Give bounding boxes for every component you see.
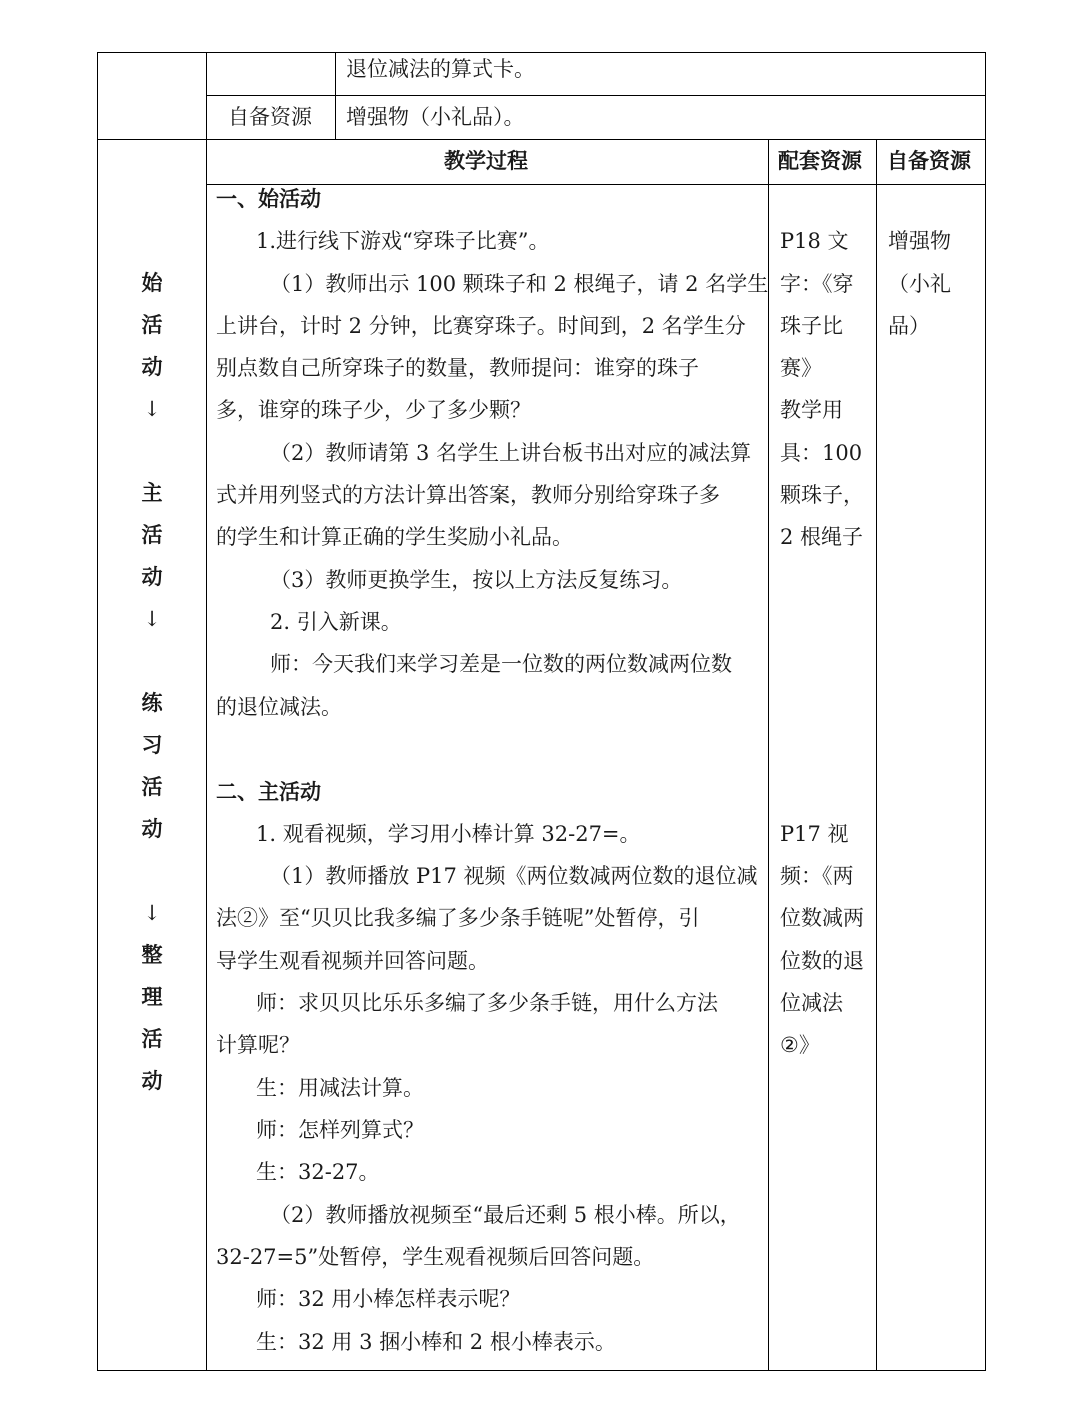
process-line: 法②》至“贝贝比我多编了多少条手链呢”处暂停，引 <box>216 906 700 930</box>
supporting-line: 赛》 <box>780 356 822 380</box>
supporting-line: 具：100 <box>780 441 863 465</box>
process-line: 1.进行线下游戏“穿珠子比赛”。 <box>256 229 550 253</box>
process-line: 式并用列竖式的方法计算出答案，教师分别给穿珠子多 <box>216 483 720 507</box>
stage-char: 主 <box>141 480 163 505</box>
grid-col4 <box>876 139 877 1371</box>
section-heading-main-activity: 二、主活动 <box>216 779 321 804</box>
supporting-line: 位数减两 <box>780 906 864 930</box>
stage-char: 习 <box>141 732 163 757</box>
supporting-line: P17 视 <box>780 822 849 846</box>
own-resource-line: 品） <box>888 314 930 338</box>
supporting-line: 珠子比 <box>780 314 843 338</box>
stage-char: 动 <box>141 564 163 589</box>
supporting-line: 教学用 <box>780 398 843 422</box>
process-line: 的退位减法。 <box>216 695 342 719</box>
supporting-line: 2 根绳子 <box>780 525 864 549</box>
grid-bottom <box>97 1370 986 1371</box>
header-own-resources: 自备资源 <box>887 148 971 173</box>
row1-text: 退位减法的算式卡。 <box>346 57 535 81</box>
process-line: 多，谁穿的珠子少，少了多少颗？ <box>216 398 531 422</box>
stage-char: 练 <box>141 690 163 715</box>
down-arrow-icon: ↓ <box>143 607 161 631</box>
grid-top <box>97 52 986 53</box>
stage-char: 理 <box>141 984 163 1009</box>
process-line: 生：32 用 3 捆小棒和 2 根小棒表示。 <box>256 1330 616 1354</box>
process-line: 生：32-27。 <box>256 1160 380 1184</box>
process-line: 别点数自己所穿珠子的数量，教师提问：谁穿的珠子 <box>216 356 699 380</box>
process-line: （1）教师播放 P17 视频《两位数减两位数的退位减 <box>270 864 758 888</box>
grid-col3 <box>768 139 769 1371</box>
process-line: 师：求贝贝比乐乐多编了多少条手链，用什么方法 <box>256 991 718 1015</box>
supporting-line: 位数的退 <box>780 949 864 973</box>
supporting-line: 颗珠子， <box>780 483 864 507</box>
stage-char: 活 <box>141 312 163 337</box>
grid-col2-top <box>335 52 336 140</box>
process-line: 32-27=5”处暂停，学生观看视频后回答问题。 <box>216 1245 655 1269</box>
stage-char: 活 <box>141 522 163 547</box>
grid-row1-bottom <box>206 95 986 96</box>
process-line: 师：怎样列算式？ <box>256 1118 424 1142</box>
supporting-line: 位减法 <box>780 991 843 1015</box>
supporting-line: P18 文 <box>780 229 849 253</box>
supporting-line: ②》 <box>780 1033 820 1057</box>
stage-char: 活 <box>141 774 163 799</box>
stage-char: 动 <box>141 354 163 379</box>
grid-header-bottom <box>206 184 986 185</box>
stage-char: 活 <box>141 1026 163 1051</box>
own-resource-line: （小礼 <box>888 272 951 296</box>
header-teaching-process: 教学过程 <box>444 148 528 173</box>
stage-char: 动 <box>141 816 163 841</box>
row2-text: 增强物（小礼品）。 <box>346 105 525 129</box>
process-line: 2. 引入新课。 <box>270 610 402 634</box>
down-arrow-icon: ↓ <box>143 397 161 421</box>
process-line: 上讲台，计时 2 分钟，比赛穿珠子。时间到，2 名学生分 <box>216 314 746 338</box>
process-line: 生：用减法计算。 <box>256 1076 424 1100</box>
stage-char: 整 <box>141 942 163 967</box>
section-heading-start-activity: 一、始活动 <box>216 186 321 211</box>
process-line: （3）教师更换学生，按以上方法反复练习。 <box>270 568 683 592</box>
process-line: （1）教师出示 100 颗珠子和 2 根绳子，请 2 名学生 <box>270 272 769 296</box>
down-arrow-icon: ↓ <box>143 901 161 925</box>
stage-column <box>98 262 206 1102</box>
supporting-line: 频：《两 <box>780 864 854 888</box>
process-line: 师：今天我们来学习差是一位数的两位数减两位数 <box>270 652 732 676</box>
stage-char: 始 <box>141 270 163 295</box>
process-line: 导学生观看视频并回答问题。 <box>216 949 489 973</box>
process-line: （2）教师播放视频至“最后还剩 5 根小棒。所以， <box>270 1203 741 1227</box>
process-line: 计算呢？ <box>216 1033 300 1057</box>
process-line: 1. 观看视频，学习用小棒计算 32-27=。 <box>256 822 641 846</box>
process-line: 师：32 用小棒怎样表示呢？ <box>256 1287 521 1311</box>
row2-label: 自备资源 <box>228 105 312 129</box>
grid-right <box>985 52 986 1371</box>
process-line: （2）教师请第 3 名学生上讲台板书出对应的减法算 <box>270 441 752 465</box>
own-resource-line: 增强物 <box>888 229 951 253</box>
stage-char: 动 <box>141 1068 163 1093</box>
grid-col1 <box>206 52 207 1371</box>
process-line: 的学生和计算正确的学生奖励小礼品。 <box>216 525 573 549</box>
supporting-line: 字：《穿 <box>780 272 854 296</box>
header-supporting-resources: 配套资源 <box>778 148 862 173</box>
